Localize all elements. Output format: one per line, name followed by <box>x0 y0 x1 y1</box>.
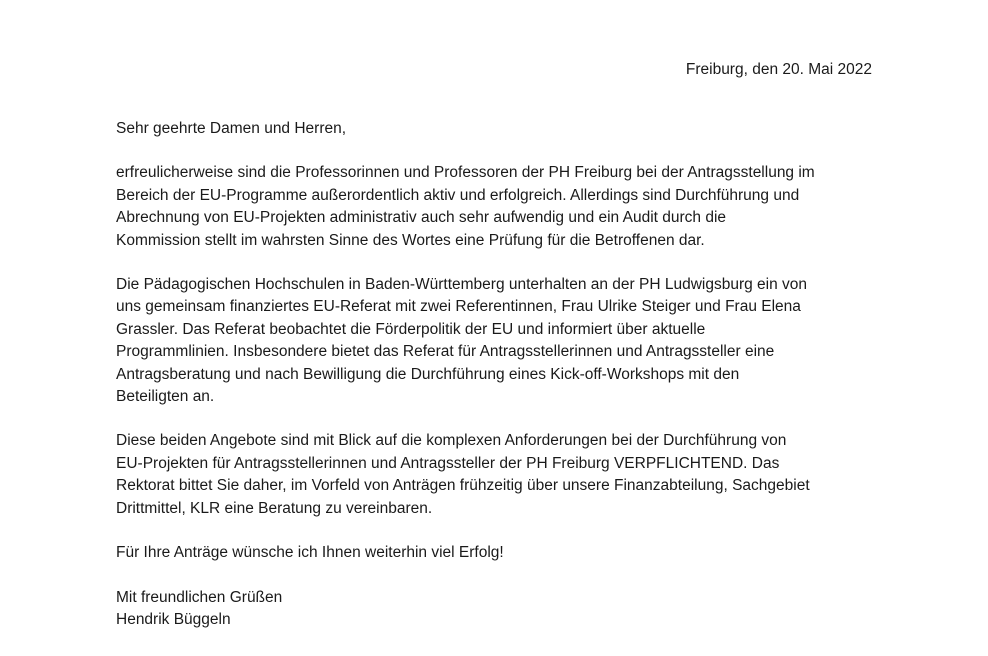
salutation: Sehr geehrte Damen und Herren, <box>116 120 347 137</box>
paragraph-line: Die Pädagogischen Hochschulen in Baden-Württemberg unterhalten an der PH Ludwigsburg ein von <box>116 276 808 294</box>
signature-name: Hendrik Büggeln <box>116 610 231 628</box>
paragraph-line: Beteiligten an. <box>116 388 215 406</box>
paragraph-intro <box>116 162 876 252</box>
letter-date: Freiburg, den 20. Mai 2022 <box>685 61 872 78</box>
closing-block <box>116 587 876 632</box>
paragraph-line: Programmlinien. Insbesondere bietet das Referat für Antragsstellerinnen und Antragssteller eine <box>116 343 775 361</box>
paragraph-line: Diese beiden Angebote sind mit Blick auf die komplexen Anforderungen bei der Durchführung von <box>116 432 787 450</box>
paragraph-line: uns gemeinsam finanziertes EU-Referat mit zwei Referentinnen, Frau Ulrike Steiger und Frau Elena <box>116 298 801 316</box>
paragraph-line: Drittmittel, KLR eine Beratung zu vereinbaren. <box>116 499 433 517</box>
closing-phrase: Mit freundlichen Grüßen <box>116 588 283 606</box>
paragraph-line: Abrechnung von EU-Projekten administrativ auch sehr aufwendig und ein Audit durch die <box>116 209 727 227</box>
paragraph-wishes <box>116 542 876 564</box>
paragraph-line: EU-Projekten für Antragsstellerinnen und Antragssteller der PH Freiburg VERPFLICHTEND. Das <box>116 454 780 472</box>
paragraph-line: Für Ihre Anträge wünsche ich Ihnen weiterhin viel Erfolg! <box>116 544 504 562</box>
paragraph-eu-referat <box>116 274 876 408</box>
paragraph-obligation <box>116 430 876 520</box>
paragraph-line: Rektorat bittet Sie daher, im Vorfeld von Anträgen frühzeitig über unsere Finanzabteilung, Sachgebiet <box>116 477 810 495</box>
paragraph-line: Antragsberatung und nach Bewilligung die Durchführung eines Kick-off-Workshops mit den <box>116 365 740 383</box>
paragraph-line: erfreulicherweise sind die Professorinnen und Professoren der PH Freiburg bei der Antragsstellung im <box>116 164 815 182</box>
letter-body <box>116 118 876 653</box>
paragraph-line: Bereich der EU-Programme außerordentlich aktiv und erfolgreich. Allerdings sind Durchführung und <box>116 186 800 204</box>
paragraph-line: Kommission stellt im wahrsten Sinne des Wortes eine Prüfung für die Betroffenen dar. <box>116 231 705 249</box>
paragraph-line: Grassler. Das Referat beobachtet die Förderpolitik der EU und informiert über aktuelle <box>116 320 706 338</box>
